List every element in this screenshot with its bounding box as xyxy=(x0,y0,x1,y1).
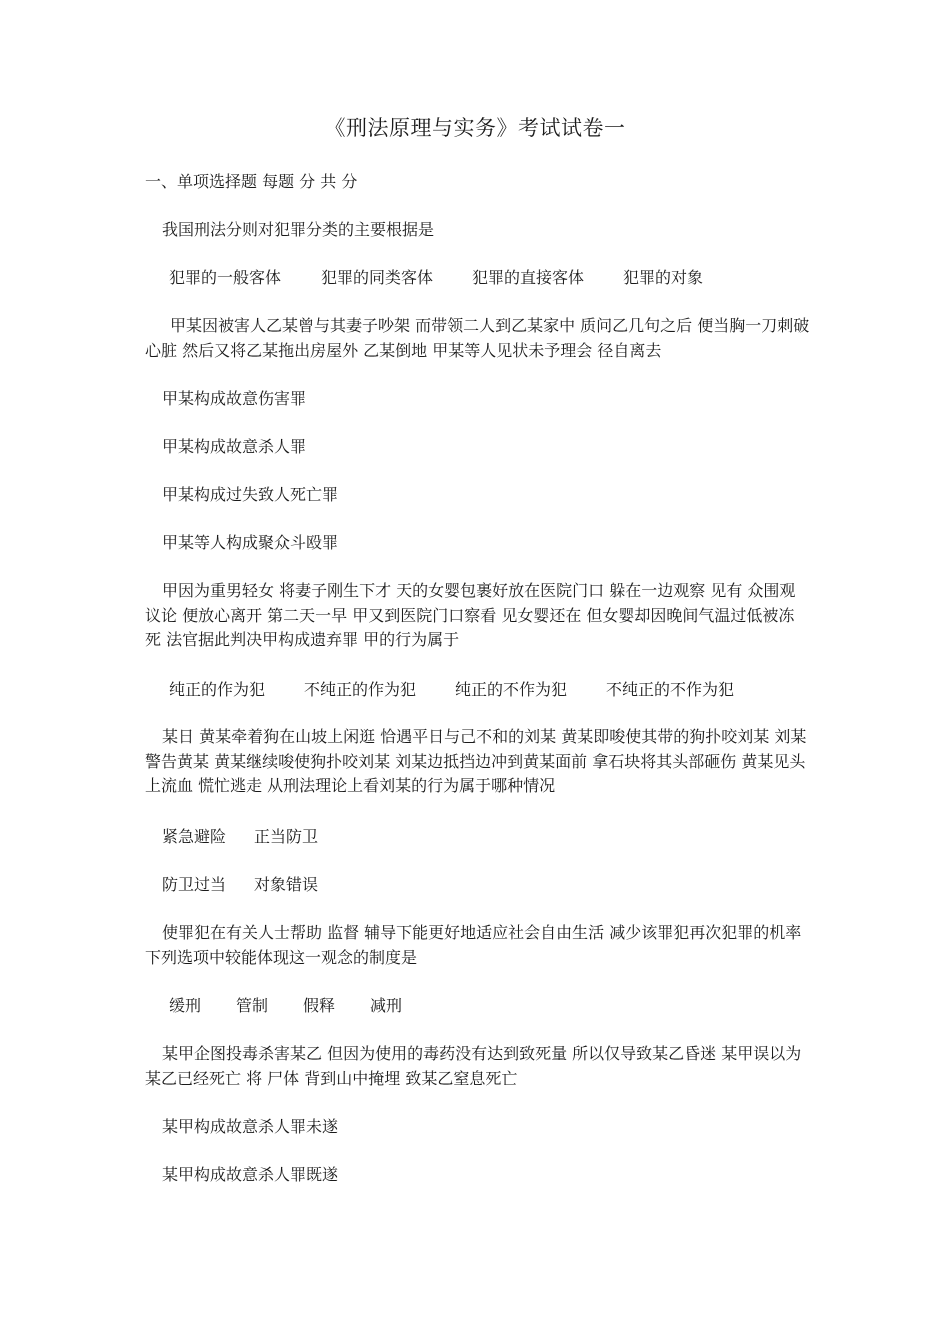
question-2-option-b: 甲某构成故意杀人罪 xyxy=(162,437,307,456)
question-4-options-row-2 xyxy=(145,873,318,897)
option-b: 正当防卫 xyxy=(254,827,319,846)
question-3-stem: 甲因为重男轻女 将妻子刚生下才 天的女婴包裹好放在医院门口 躲在一边观察 见有 众围观 议论 便放心离开 第二天一早 甲又到医院门口察看 见女婴还在 但女婴却因晚间气温过低被冻死 法官据此判决甲构成遗弃罪 甲的行为属于 xyxy=(145,581,796,649)
option-c: 假释 xyxy=(303,996,336,1015)
question-1-stem: 我国刑法分则对犯罪分类的主要根据是 xyxy=(162,220,435,239)
document-title: 《刑法原理与实务》考试试卷一 xyxy=(324,116,626,140)
option-d: 减刑 xyxy=(370,996,403,1015)
question-6-option-a: 某甲构成故意杀人罪未遂 xyxy=(162,1117,339,1136)
option-a: 缓刑 xyxy=(169,996,202,1015)
option-c: 纯正的不作为犯 xyxy=(455,680,568,699)
question-4-stem: 某日 黄某牵着狗在山坡上闲逛 恰遇平日与己不和的刘某 黄某即唆使其带的狗扑咬刘某 刘某警告黄某 黄某继续唆使狗扑咬刘某 刘某边抵挡边冲到黄某面前 拿石块将其头部砸伤 黄某见头上流血 慌忙逃走 从刑法理论上看刘某的行为属于哪种情况 xyxy=(145,727,807,795)
question-3-options xyxy=(169,678,734,702)
option-d: 对象错误 xyxy=(254,875,319,894)
option-a: 犯罪的一般客体 xyxy=(169,268,282,287)
question-4-options-row-1 xyxy=(145,825,318,849)
question-5-stem: 使罪犯在有关人士帮助 监督 辅导下能更好地适应社会自由生活 减少该罪犯再次犯罪的机率 下列选项中较能体现这一观念的制度是 xyxy=(145,923,802,967)
question-2-option-a: 甲某构成故意伤害罪 xyxy=(162,389,307,408)
option-b: 管制 xyxy=(236,996,269,1015)
option-d: 不纯正的不作为犯 xyxy=(606,680,735,699)
question-1-options xyxy=(169,266,703,290)
option-d: 犯罪的对象 xyxy=(623,268,704,287)
question-6-option-b: 某甲构成故意杀人罪既遂 xyxy=(162,1165,339,1184)
option-b: 犯罪的同类客体 xyxy=(321,268,434,287)
question-2-option-d: 甲某等人构成聚众斗殴罪 xyxy=(162,533,339,552)
option-c: 犯罪的直接客体 xyxy=(472,268,585,287)
option-c: 防卫过当 xyxy=(162,875,227,894)
question-2-stem: 甲某因被害人乙某曾与其妻子吵架 而带领二人到乙某家中 质问乙几句之后 便当胸一刀刺破心脏 然后又将乙某拖出房屋外 乙某倒地 甲某等人见状未予理会 径自离去 xyxy=(145,316,810,360)
option-a: 紧急避险 xyxy=(162,827,227,846)
option-a: 纯正的作为犯 xyxy=(169,680,266,699)
question-6-stem: 某甲企图投毒杀害某乙 但因为使用的毒药没有达到致死量 所以仅导致某乙昏迷 某甲误以为某乙已经死亡 将 尸体 背到山中掩埋 致某乙窒息死亡 xyxy=(145,1044,802,1088)
option-b: 不纯正的作为犯 xyxy=(304,680,417,699)
question-5-options xyxy=(169,994,402,1018)
section-heading: 一、单项选择题 每题 分 共 分 xyxy=(145,172,358,191)
question-2-option-c: 甲某构成过失致人死亡罪 xyxy=(162,485,339,504)
